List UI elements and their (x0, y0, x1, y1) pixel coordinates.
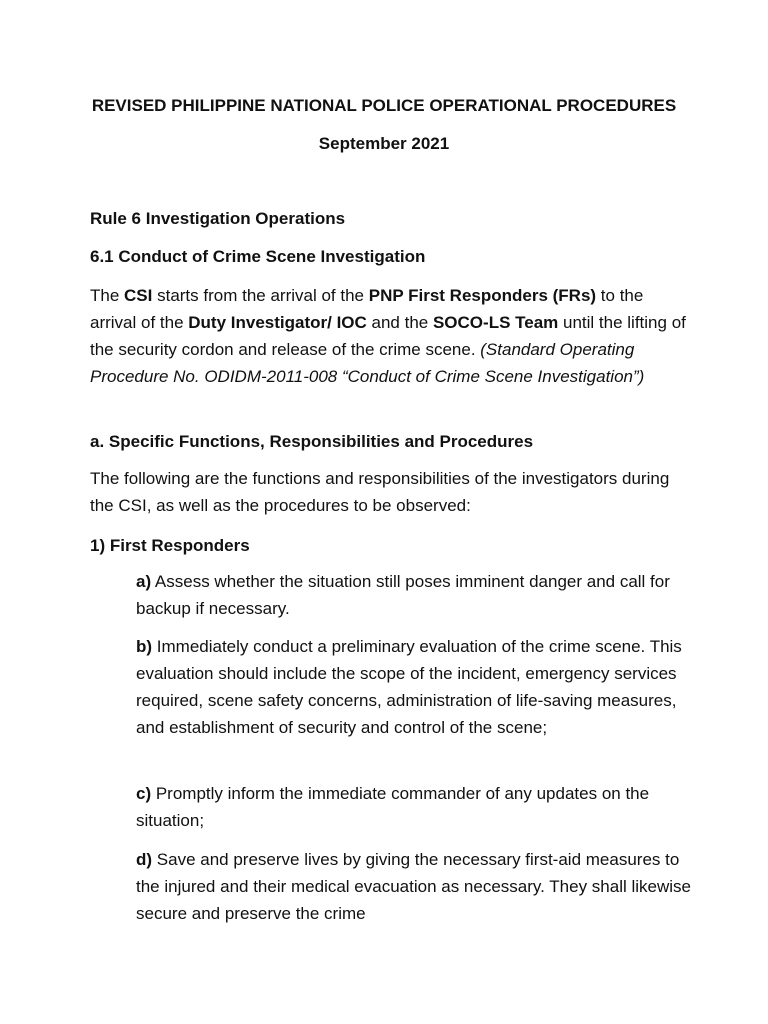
intro-text-2: starts from the arrival of the (152, 286, 369, 305)
list-item-marker: b) (136, 637, 153, 656)
intro-text-1: The (90, 286, 125, 305)
list-item-marker: c) (136, 784, 152, 803)
section-heading: 6.1 Conduct of Crime Scene Investigation (90, 247, 426, 266)
document-title: REVISED PHILIPPINE NATIONAL POLICE OPERATIONAL PROCEDURES (91, 96, 677, 115)
subsection-heading: a. Specific Functions, Responsibilities and Procedures (90, 432, 534, 451)
intro-duty-investigator: Duty Investigator/ IOC (188, 313, 367, 332)
intro-csi: CSI (124, 286, 153, 305)
list-item (136, 633, 696, 741)
rule-heading: Rule 6 Investigation Operations (90, 209, 346, 228)
list-item-text: Promptly inform the immediate commander of any updates on the situation; (136, 784, 650, 830)
list-item-text: Assess whether the situation still poses imminent danger and call for backup if necessary. (136, 572, 670, 618)
first-responders-heading: 1) First Responders (90, 536, 250, 555)
list-item-text: Save and preserve lives by giving the necessary first-aid measures to the injured and their medical evacuation as necessary. They shall likewise secure and preserve the crime (136, 850, 691, 923)
intro-text-3: to the arrival of the (90, 286, 644, 332)
intro-paragraph (90, 282, 690, 390)
intro-citation: (Standard Operating Procedure No. ODIDM-2011-008 “Conduct of Crime Scene Investigation”) (90, 340, 645, 386)
list-item (136, 568, 696, 622)
intro-text-5: until the lifting of the security cordon and release of the crime scene. (90, 313, 686, 359)
list-item-marker: a) (136, 572, 152, 591)
intro-pnp-frs: PNP First Responders (FRs) (368, 286, 597, 305)
intro-text-4: and the (366, 313, 433, 332)
intro-soco-team: SOCO-LS Team (432, 313, 559, 332)
list-item (136, 846, 696, 927)
list-item (136, 780, 696, 834)
document-date: September 2021 (318, 134, 450, 153)
functions-paragraph: The following are the functions and responsibilities of the investigators during the CSI, as well as the procedures to be observed: (90, 469, 670, 515)
list-item-marker: d) (136, 850, 153, 869)
list-item-text: Immediately conduct a preliminary evaluation of the crime scene. This evaluation should include the scope of the incident, emergency services required, scene safety concerns, administration of life-saving measures, and establishment of security and control of the scene; (136, 637, 682, 737)
